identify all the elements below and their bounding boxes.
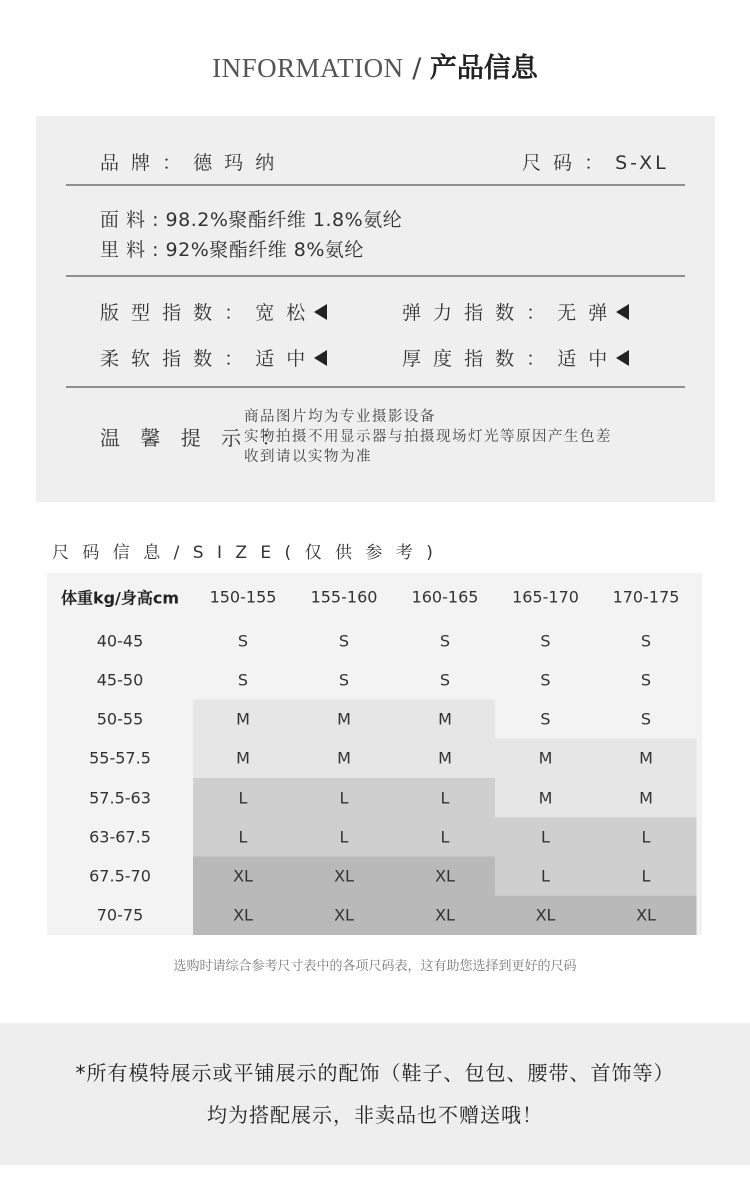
- size-table-cell: S: [540, 709, 551, 729]
- softness-index-label: 柔 软 指 数 ： 适 中: [100, 348, 309, 370]
- divider-line: [66, 275, 685, 277]
- size-table-cell: S: [439, 631, 451, 651]
- size-table-cell: S: [640, 709, 652, 729]
- fit-index: [100, 298, 327, 325]
- size-table-cell: M: [538, 748, 553, 768]
- size-table-cell: M: [337, 748, 351, 768]
- size-table-cell: S: [640, 670, 652, 690]
- left-triangle-icon: [314, 350, 327, 366]
- size-table-corner-header: 体重kg/身高cm: [60, 588, 180, 608]
- size-table-cell: S: [640, 631, 652, 651]
- size-table-cell: L: [641, 827, 651, 847]
- size-table-cell: XL: [233, 905, 253, 925]
- size-table-cell: XL: [334, 905, 354, 925]
- warm-tip-text: [244, 407, 612, 467]
- size-table-cell: XL: [233, 866, 253, 886]
- warm-tip-line: 收到请以实物为准: [244, 449, 372, 465]
- accessory-notice-line2: 均为搭配展示，非卖品也不赠送哦！: [207, 1103, 543, 1127]
- size-table-cell: XL: [334, 866, 354, 886]
- size-note: 选购时请综合参考尺寸表中的各项尺码表，这有助您选择到更好的尺码: [173, 959, 577, 974]
- size-table-row-label: 45-50: [96, 670, 144, 690]
- warm-tip-line: 商品图片均为专业摄影设备: [244, 409, 436, 425]
- size-table-cell: M: [438, 709, 452, 729]
- size-table-cell: L: [541, 866, 550, 886]
- warm-tip-line: 实物拍摄不用显示器与拍摄现场灯光等原因产生色差: [244, 429, 612, 445]
- size-table-cell: M: [438, 748, 452, 768]
- size-table-cell: M: [639, 788, 653, 808]
- divider-line: [66, 386, 685, 388]
- size-table-cell: XL: [435, 866, 455, 886]
- size-table-cell: L: [440, 788, 450, 808]
- softness-index: [100, 344, 327, 371]
- size-table-cell: L: [339, 827, 349, 847]
- size-table-row-label: 63-67.5: [89, 827, 151, 847]
- size-table-cell: XL: [535, 905, 556, 925]
- accessory-notice-panel: [0, 1023, 750, 1165]
- accessory-notice-line1: *所有模特展示或平铺展示的配饰（鞋子、包包、腰带、首饰等）: [75, 1061, 675, 1085]
- product-info-panel: [36, 116, 715, 502]
- size-table-row-label: 67.5-70: [89, 866, 151, 886]
- elasticity-index-label: 弹 力 指 数 ： 无 弹: [402, 302, 611, 324]
- size-table-row-label: 40-45: [96, 631, 144, 651]
- size-table-row-label: 55-57.5: [89, 748, 151, 768]
- size-table: [47, 573, 702, 935]
- size-table-cell: XL: [636, 905, 656, 925]
- size-table-cell: M: [337, 709, 351, 729]
- size-table-cell: L: [238, 788, 248, 808]
- size-table-row-label: 70-75: [96, 905, 144, 925]
- divider-line: [66, 184, 685, 186]
- left-triangle-icon: [616, 350, 629, 366]
- size-table-cell: S: [338, 670, 350, 690]
- fabric-lining-label: 里 料 : 92%聚酯纤维 8%氨纶: [100, 239, 364, 261]
- brand-label: 品 牌 ： 德 玛 纳: [100, 152, 278, 174]
- size-table-cell: L: [541, 827, 550, 847]
- size-table-cell: L: [238, 827, 248, 847]
- size-table-cell: XL: [435, 905, 455, 925]
- size-table-cell: M: [236, 709, 250, 729]
- thickness-index: [402, 344, 629, 371]
- warm-tip-label: 温 馨 提 示 ：: [100, 426, 289, 450]
- size-table-cell: S: [540, 670, 551, 690]
- fit-index-label: 版 型 指 数 ： 宽 松: [100, 302, 309, 324]
- size-table-cell: M: [236, 748, 250, 768]
- thickness-index-label: 厚 度 指 数 ： 适 中: [402, 348, 611, 370]
- size-table-column-header: 170-175: [612, 587, 680, 607]
- fabric-outer-label: 面 料 : 98.2%聚酯纤维 1.8%氨纶: [100, 209, 403, 231]
- size-info-heading: 尺 码 信 息 / S I Z E ( 仅 供 参 考 ): [52, 543, 437, 563]
- page-title: [0, 48, 750, 89]
- size-table-cell: S: [237, 670, 249, 690]
- size-table-row-label: 57.5-63: [89, 788, 151, 808]
- size-table-row-label: 50-55: [96, 709, 144, 729]
- left-triangle-icon: [616, 304, 629, 320]
- size-range-label: 尺 码 ： S-XL: [522, 152, 669, 174]
- size-table-column-header: 155-160: [310, 587, 378, 607]
- size-table-cell: S: [237, 631, 249, 651]
- size-table-cell: L: [641, 866, 651, 886]
- size-table-cell: S: [540, 631, 551, 651]
- size-table-column-header: 165-170: [512, 587, 579, 607]
- size-table-cell: M: [538, 788, 553, 808]
- size-table-cell: L: [440, 827, 450, 847]
- size-table-cell: S: [338, 631, 350, 651]
- title-chinese: 产品信息: [429, 53, 538, 84]
- size-table-cell: S: [439, 670, 451, 690]
- size-table-cell: L: [339, 788, 349, 808]
- size-table-column-header: 150-155: [209, 587, 277, 607]
- elasticity-index: [402, 298, 629, 325]
- title-english: INFORMATION: [212, 53, 404, 83]
- left-triangle-icon: [314, 304, 327, 320]
- size-table-column-header: 160-165: [411, 587, 479, 607]
- size-table-cell: M: [639, 748, 653, 768]
- title-separator: /: [412, 53, 422, 84]
